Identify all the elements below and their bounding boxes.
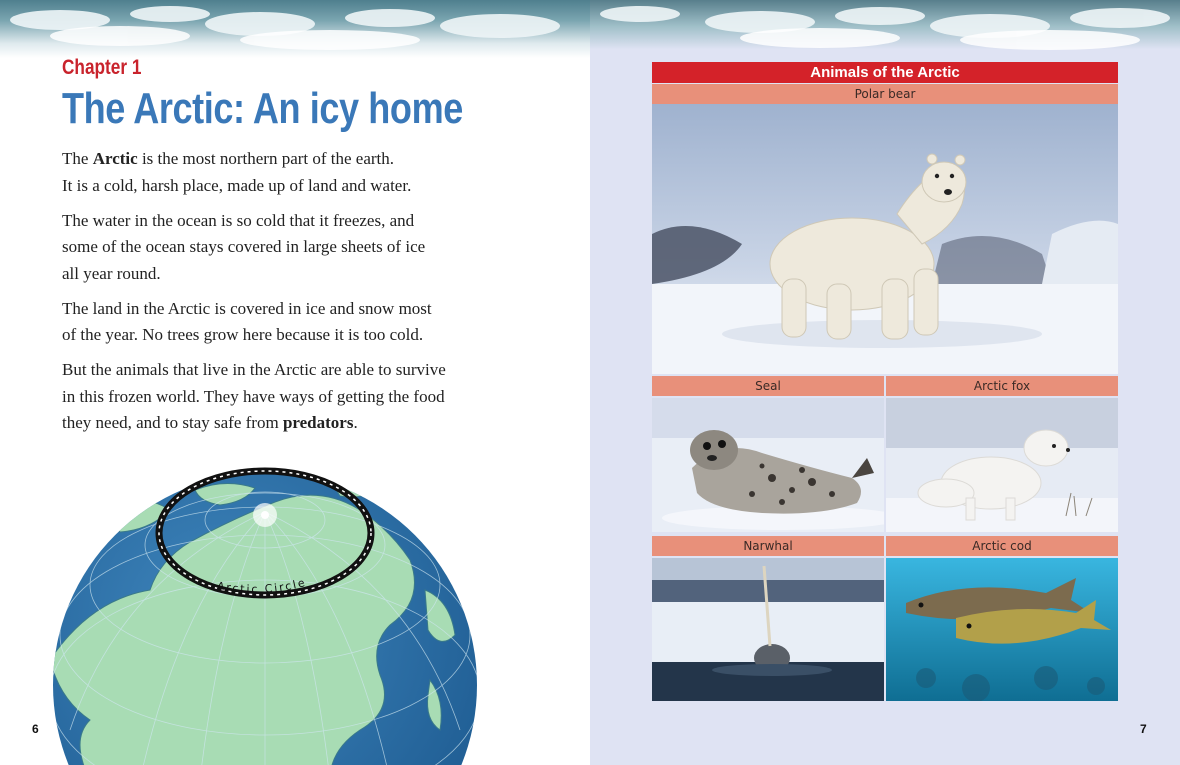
narwhal-photo	[652, 558, 884, 701]
body-text-run: in this frozen world. They have ways of getting the food	[62, 386, 445, 406]
body-text-run: of the year. No trees grow here because it is too cold.	[62, 325, 424, 344]
body-text-run: The water in the ocean is so cold that it freezes, and	[62, 210, 415, 230]
seal-label: Seal	[652, 376, 884, 396]
glossary-term: predators	[282, 413, 354, 432]
body-line	[62, 296, 462, 323]
body-paragraph	[62, 357, 462, 437]
page-number-right: 7	[1140, 722, 1147, 736]
narwhal-label: Narwhal	[652, 536, 884, 556]
animals-table-title: Animals of the Arctic	[652, 62, 1118, 83]
body-text-run: they need, and to stay safe from	[62, 413, 283, 432]
body-paragraph	[62, 146, 462, 199]
body-text	[62, 146, 462, 445]
arctic-cod-label: Arctic cod	[886, 536, 1118, 556]
body-text-run: It is a cold, harsh place, made up of land and water.	[62, 175, 412, 195]
arctic-circle-label: Arctic Circle	[215, 575, 308, 596]
body-paragraph	[62, 208, 462, 288]
body-text-run: The	[62, 149, 93, 168]
body-text-run: But the animals that live in the Arctic are able to survive	[62, 360, 446, 379]
arctic-fox-label: Arctic fox	[886, 376, 1118, 396]
body-line	[62, 410, 462, 437]
body-line	[62, 234, 462, 261]
body-line	[62, 357, 462, 384]
glossary-term: Arctic	[92, 149, 138, 168]
body-text-run: is the most northern part of the earth.	[137, 149, 395, 168]
body-line	[62, 322, 462, 349]
polar-bear-label: Polar bear	[652, 84, 1118, 104]
body-text-run: The land in the Arctic is covered in ice and snow most	[62, 298, 432, 318]
body-line	[62, 173, 462, 200]
body-line	[62, 261, 462, 288]
arctic-cod-photo	[886, 558, 1118, 701]
body-line	[62, 384, 462, 411]
body-line	[62, 208, 462, 235]
polar-bear-photo	[652, 104, 1118, 374]
body-text-run: some of the ocean stays covered in large sheets of ice	[62, 237, 426, 256]
body-text-run: all year round.	[62, 263, 161, 283]
page-number-left: 6	[32, 722, 39, 736]
seal-photo	[652, 398, 884, 532]
chapter-title: The Arctic: An icy home	[62, 84, 463, 133]
chapter-label: Chapter 1	[62, 56, 142, 79]
globe-illustration	[30, 450, 500, 765]
ice-banner-image	[0, 0, 1180, 58]
body-paragraph	[62, 296, 462, 349]
arctic-fox-photo	[886, 398, 1118, 532]
body-text-run: .	[353, 413, 358, 432]
body-line	[62, 146, 462, 173]
